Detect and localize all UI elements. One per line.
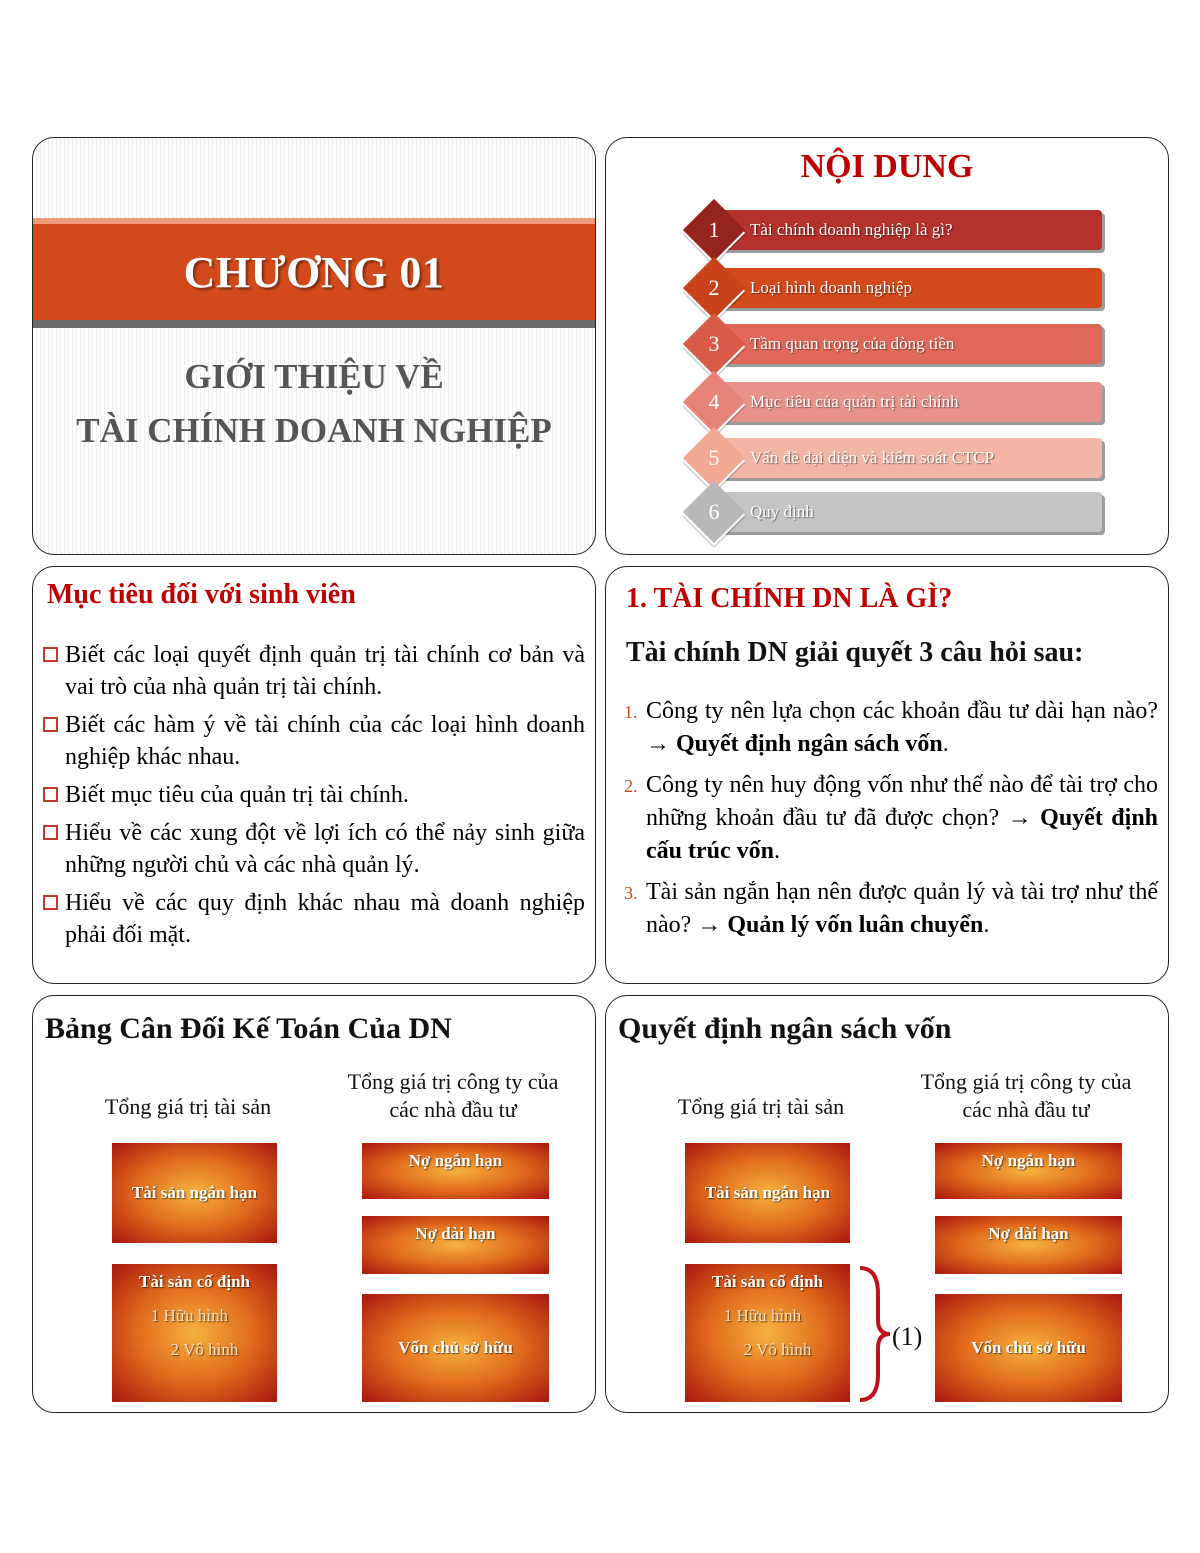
title-band bbox=[33, 224, 595, 320]
chapter-subtitle-line2: TÀI CHÍNH DOANH NGHIỆP bbox=[76, 411, 552, 450]
question-answer: Quyết định cấu trúc vốn bbox=[646, 805, 1159, 864]
list-item: Biết mục tiêu của quản trị tài chính. bbox=[41, 779, 585, 811]
chapter-subtitle-line1: GIỚI THIỆU VỀ bbox=[184, 357, 444, 396]
current-assets-box: Tài sản ngắn hạn bbox=[685, 1143, 850, 1243]
agenda-item-6 bbox=[690, 492, 1104, 536]
slide-agenda bbox=[605, 137, 1169, 555]
total-assets-heading: Tổng giá trị tài sản bbox=[104, 1094, 272, 1119]
list-item: Hiểu về các xung đột về lợi ích có thể nảy sinh giữa những người chủ và các nhà quản lý. bbox=[41, 817, 585, 881]
agenda-item-number: 5 bbox=[708, 445, 720, 470]
question-number: 3. bbox=[624, 883, 638, 903]
chapter-number: CHƯƠNG 01 bbox=[183, 247, 445, 297]
agenda-item-2 bbox=[690, 268, 1104, 312]
balance-sheet-title: Bảng Cân Đối Kế Toán Của DN bbox=[45, 1012, 452, 1045]
agenda-item-5 bbox=[690, 438, 1104, 482]
equity-box: Vốn chủ sở hữu bbox=[935, 1294, 1122, 1402]
agenda-item-number: 1 bbox=[708, 217, 720, 242]
equity-box: Vốn chủ sở hữu bbox=[362, 1294, 549, 1402]
checkbox-bullet-icon bbox=[43, 825, 58, 840]
list-item: Hiểu về các quy định khác nhau mà doanh nghiệp phải đối mặt. bbox=[41, 887, 585, 951]
total-assets-heading: Tổng giá trị tài sản bbox=[677, 1094, 845, 1119]
slide-capital-budgeting bbox=[605, 995, 1169, 1413]
agenda-item-number: 3 bbox=[708, 331, 720, 356]
finance-title: 1. TÀI CHÍNH DN LÀ GÌ? bbox=[626, 583, 953, 614]
curly-brace-icon bbox=[856, 1264, 896, 1404]
agenda-item-label: Loại hình doanh nghiệp bbox=[750, 278, 912, 297]
list-item: Biết các loại quyết định quản trị tài chính cơ bản và vai trò của nhà quản trị tài chính. bbox=[41, 639, 585, 703]
objectives-title: Mục tiêu đối với sinh viên bbox=[47, 579, 356, 610]
agenda-item-label: Mục tiêu của quản trị tài chính bbox=[750, 392, 959, 411]
title-band-bottom-line bbox=[33, 320, 595, 328]
investor-value-heading: Tổng giá trị công ty của các nhà đầu tư bbox=[347, 1069, 559, 1122]
agenda-item-label: Tầm quan trọng của dòng tiền bbox=[750, 334, 955, 353]
agenda-item-3 bbox=[690, 324, 1104, 368]
fixed-assets-box: Tài sản cố định 1 Hữu hình 2 Vô hình bbox=[685, 1264, 850, 1402]
agenda-item-bar bbox=[720, 492, 1102, 532]
question-answer: Quyết định ngân sách vốn bbox=[676, 731, 943, 757]
agenda-item-label: Tài chính doanh nghiệp là gì? bbox=[750, 220, 953, 239]
brace-label: (1) bbox=[892, 1322, 923, 1351]
questions-list bbox=[624, 695, 1158, 950]
objectives-list bbox=[41, 639, 585, 957]
agenda-item-bar bbox=[720, 210, 1102, 250]
current-assets-box: Tài sản ngắn hạn bbox=[112, 1143, 277, 1243]
list-item: 2. Công ty nên huy động vốn như thế nào để tài trợ cho những khoản đầu tư đã được chọn? → Quyết định cấu trúc vốn. bbox=[624, 772, 1159, 864]
slide-chapter-title bbox=[32, 137, 596, 555]
short-term-debt-box: Nợ ngắn hạn bbox=[362, 1143, 549, 1199]
checkbox-bullet-icon bbox=[43, 895, 58, 910]
agenda-item-4 bbox=[690, 382, 1104, 426]
checkbox-bullet-icon bbox=[43, 717, 58, 732]
chapter-subtitle bbox=[33, 350, 595, 458]
finance-subtitle: Tài chính DN giải quyết 3 câu hỏi sau: bbox=[626, 637, 1084, 668]
list-item: 3. Tài sản ngắn hạn nên được quản lý và tài trợ như thế nào? → Quản lý vốn luân chuyển. bbox=[624, 879, 1158, 938]
slide-objectives bbox=[32, 566, 596, 984]
agenda-item-bar bbox=[720, 268, 1102, 308]
slide-balance-sheet bbox=[32, 995, 596, 1413]
agenda-item-bar bbox=[720, 438, 1102, 478]
agenda-item-label: Quy định bbox=[750, 502, 814, 521]
list-item: 1. Công ty nên lựa chọn các khoản đầu tư dài hạn nào? → Quyết định ngân sách vốn. bbox=[624, 698, 1158, 757]
agenda-item-bar bbox=[720, 382, 1102, 422]
agenda-item-number: 4 bbox=[708, 389, 720, 414]
agenda-item-label: Vấn đề đại diện và kiểm soát CTCP bbox=[750, 448, 995, 467]
investor-value-heading: Tổng giá trị công ty của các nhà đầu tư bbox=[920, 1069, 1132, 1122]
list-item: Biết các hàm ý về tài chính của các loại hình doanh nghiệp khác nhau. bbox=[41, 709, 585, 773]
agenda-item-1 bbox=[690, 210, 1104, 254]
agenda-item-number: 2 bbox=[708, 275, 720, 300]
slide-what-is-finance bbox=[605, 566, 1169, 984]
long-term-debt-box: Nợ dài hạn bbox=[362, 1216, 549, 1274]
long-term-debt-box: Nợ dài hạn bbox=[935, 1216, 1122, 1274]
agenda-title: NỘI DUNG bbox=[800, 148, 974, 185]
question-answer: Quản lý vốn luân chuyển bbox=[727, 912, 984, 938]
short-term-debt-box: Nợ ngắn hạn bbox=[935, 1143, 1122, 1199]
agenda-item-number: 6 bbox=[708, 499, 720, 524]
question-number: 2. bbox=[624, 776, 638, 796]
question-number: 1. bbox=[624, 702, 638, 722]
capital-budgeting-title: Quyết định ngân sách vốn bbox=[618, 1012, 952, 1045]
agenda-item-bar bbox=[720, 324, 1102, 364]
checkbox-bullet-icon bbox=[43, 787, 58, 802]
checkbox-bullet-icon bbox=[43, 647, 58, 662]
fixed-assets-box: Tài sản cố định 1 Hữu hình 2 Vô hình bbox=[112, 1264, 277, 1402]
